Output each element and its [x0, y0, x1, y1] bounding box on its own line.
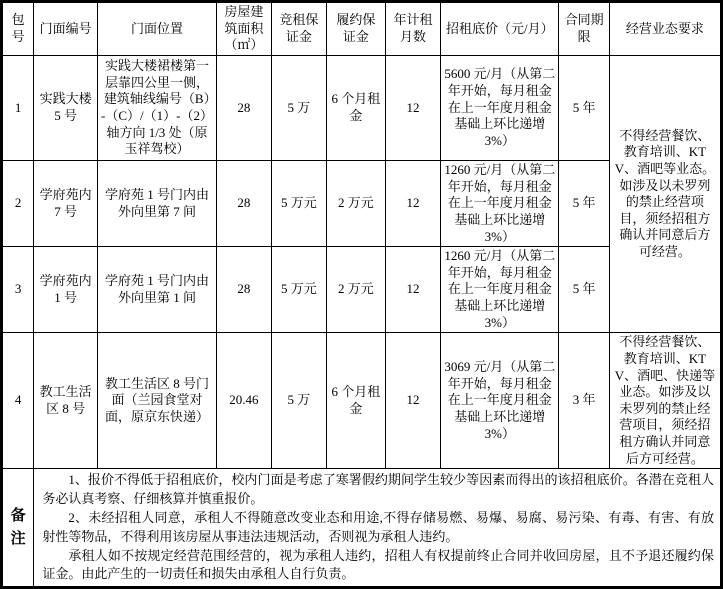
- location: 学府苑 1 号门内由外向里第 7 间: [97, 161, 216, 247]
- storefront-code: 实践大楼5 号: [34, 56, 98, 161]
- bid-deposit: 5 万: [271, 333, 327, 469]
- rent-months: 12: [385, 333, 441, 469]
- business-requirement-row4: 不得经营餐饮、教育培训、KTV、酒吧、快递等业态。如涉及以未罗列的禁止经营项目，须经招租方确认并同意后方可经营。: [609, 333, 721, 469]
- header-rent-months: 年计租月数: [385, 2, 441, 56]
- location: 学府苑 1 号门内由外向里第 1 间: [97, 247, 216, 333]
- remarks-label: 备注: [10, 508, 26, 547]
- bid-deposit: 5 万: [271, 56, 327, 161]
- remarks-paragraph-2: 2、未经招租人同意，承租人不得随意改变业态和用途,不得存储易燃、易爆、易腐、易污染、有毒、有害、有放射性等物品，不得利用该房屋从事违法违规活动，否则视为承租人违约。: [42, 509, 714, 544]
- rent-months: 12: [385, 247, 441, 333]
- performance-deposit: 2 万元: [327, 161, 386, 247]
- base-price: 5600 元/月（从第二年开始，每月租金在上一年度月租金基础上环比递增 3%）: [441, 56, 559, 161]
- header-performance-deposit: 履约保证金: [327, 2, 386, 56]
- remarks-content: [34, 469, 722, 588]
- package-no: 1: [2, 56, 34, 161]
- bid-deposit: 5 万元: [271, 247, 327, 333]
- remarks-paragraph-1: 1、报价不得低于招租底价，校内门面是考虑了寒署假约期间学生较少等因素而得出的该招租底价。各潜在竞租人务必认真考察、仔细核算并慎重报价。: [42, 472, 714, 507]
- performance-deposit: 2 万元: [327, 247, 386, 333]
- package-no: 2: [2, 161, 34, 247]
- package-no: 3: [2, 247, 34, 333]
- base-price: 1260 元/月（从第二年开始，每月租金在上一年度月租金基础上环比递增 3%）: [441, 247, 559, 333]
- area: 28: [217, 161, 272, 247]
- location: 教工生活区 8 号门面（兰园食堂对面，原京东快递）: [97, 333, 216, 469]
- header-area: 房屋建筑面积（㎡）: [217, 2, 272, 56]
- rent-months: 12: [385, 161, 441, 247]
- performance-deposit: 6 个月租金: [327, 333, 386, 469]
- table-row: [2, 333, 722, 469]
- location: 实践大楼裙楼第一层靠四公里一侧，建筑轴线编号（B）-（C）/（1）-（2）轴方向 1/3 处（原玉祥驾校）: [97, 56, 216, 161]
- base-price: 1260 元/月（从第二年开始，每月租金在上一年度月租金基础上环比递增 3%）: [441, 161, 559, 247]
- contract-term: 5 年: [559, 247, 609, 333]
- header-business-requirement: 经营业态要求: [609, 2, 721, 56]
- header-bid-deposit: 竞租保证金: [271, 2, 327, 56]
- package-no: 4: [2, 333, 34, 469]
- contract-term: 3 年: [559, 333, 609, 469]
- area: 28: [217, 247, 272, 333]
- header-storefront-code: 门面编号: [34, 2, 98, 56]
- area: 28: [217, 56, 272, 161]
- table-row: [2, 56, 722, 161]
- remarks-label-cell: [2, 469, 34, 588]
- storefront-code: 学府苑内1 号: [34, 247, 98, 333]
- header-package-no: 包号: [2, 2, 34, 56]
- contract-term: 5 年: [559, 56, 609, 161]
- performance-deposit: 6 个月租金: [327, 56, 386, 161]
- header-contract-term: 合同期限: [559, 2, 609, 56]
- header-base-price: 招租底价（元/月）: [441, 2, 559, 56]
- contract-term: 5 年: [559, 161, 609, 247]
- business-requirement-merged: 不得经营餐饮、教育培训、KTV、酒吧等业态。如涉及以未罗列的禁止经营项目，须经招租方确认并同意后方可经营。: [609, 56, 721, 333]
- bid-deposit: 5 万元: [271, 161, 327, 247]
- rent-months: 12: [385, 56, 441, 161]
- header-location: 门面位置: [97, 2, 216, 56]
- remarks-row: [2, 469, 722, 588]
- remarks-paragraph-3: 承租人如不按规定经营范围经营的，视为承租人违约，招租人有权提前终止合同并收回房屋，且不予退还履约保证金。由此产生的一切责任和损失由承租人自行负责。: [42, 547, 714, 582]
- area: 20.46: [217, 333, 272, 469]
- base-price: 3069 元/月（从第二年开始，每月租金在上一年度月租金基础上环比递增 3%）: [441, 333, 559, 469]
- header-row: [2, 2, 722, 56]
- storefront-code: 学府苑内7 号: [34, 161, 98, 247]
- storefront-code: 教工生活区 8 号: [34, 333, 98, 469]
